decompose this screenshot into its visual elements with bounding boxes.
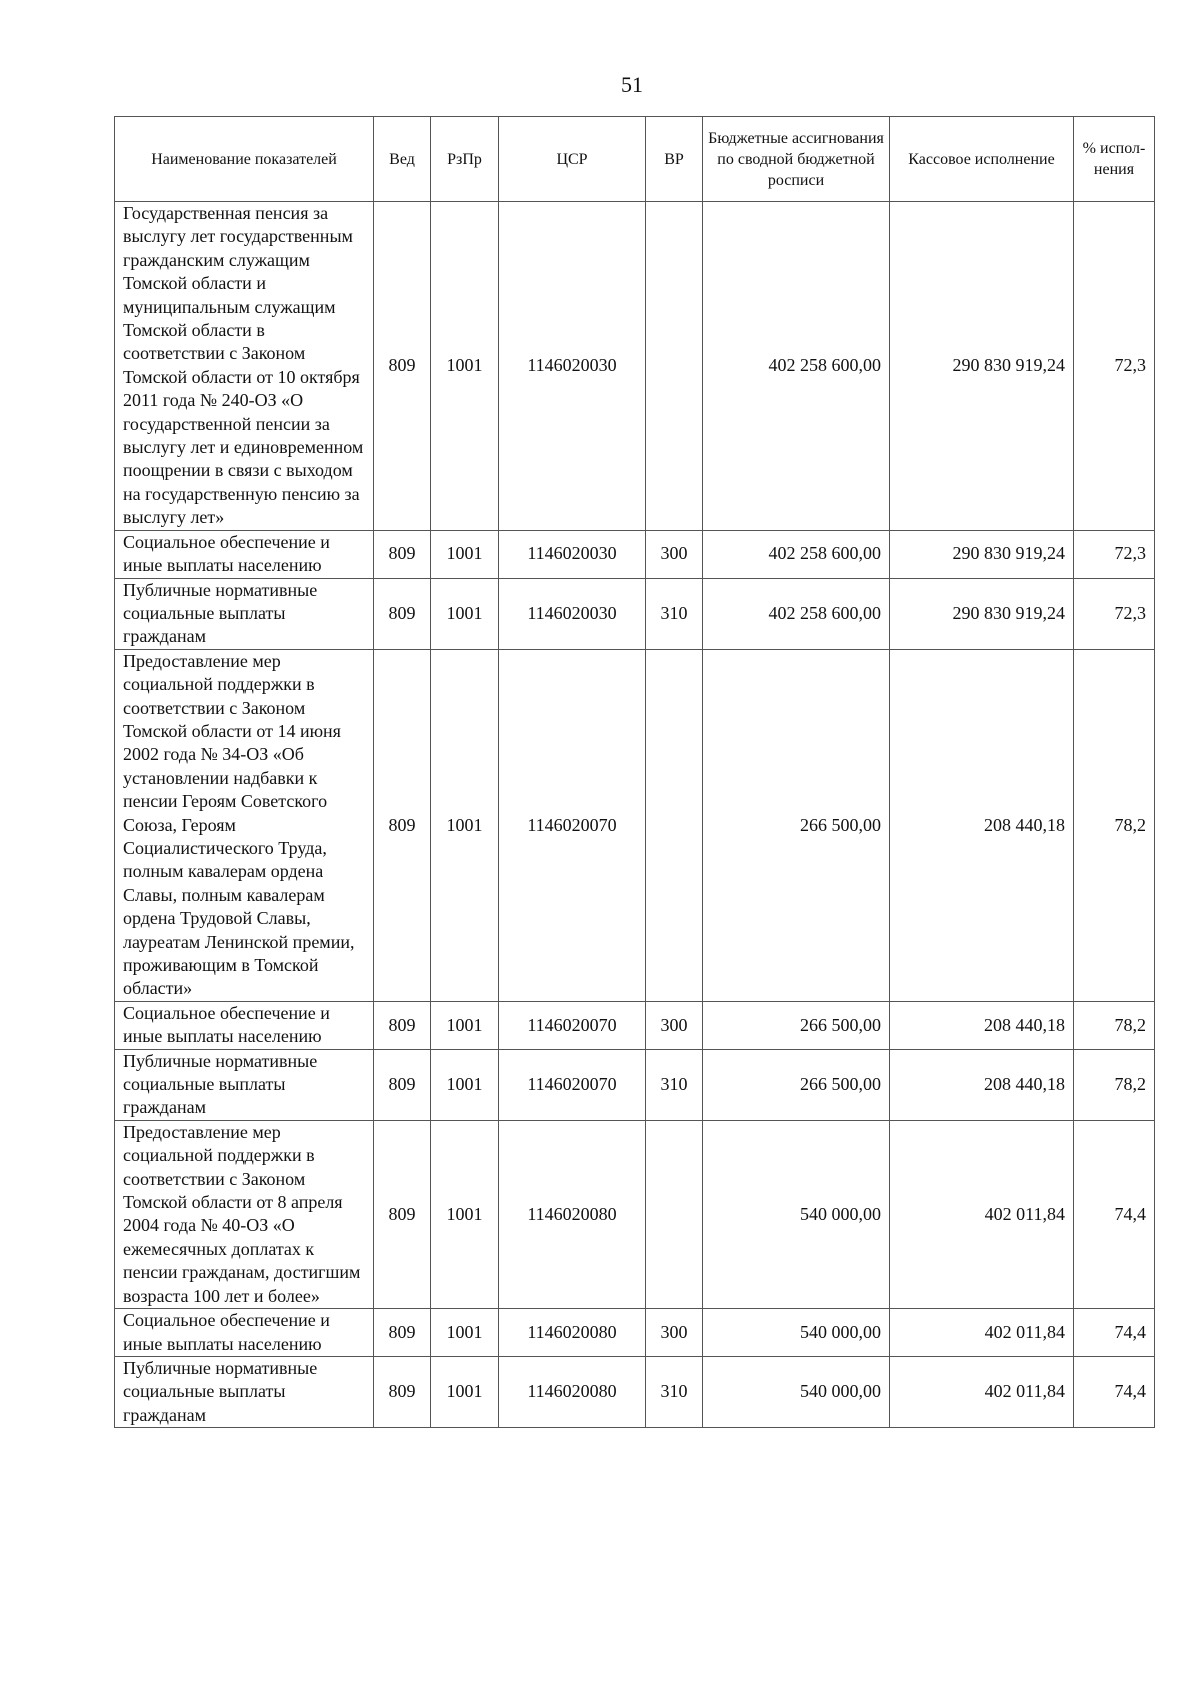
row-percent: 74,4	[1074, 1309, 1155, 1357]
row-rzpr: 1001	[431, 530, 499, 578]
row-name: Предоставление мер социальной поддержки в соответствии с Законом Томской области от 8 апреля 2004 года № 40-ОЗ «О ежемесячных доплатах к пенсии гражданам, достигшим возраста 100 лет и более»	[115, 1120, 374, 1308]
row-percent: 78,2	[1074, 1049, 1155, 1120]
row-name: Социальное обеспечение и иные выплаты населению	[115, 1309, 374, 1357]
row-ved: 809	[374, 1001, 431, 1049]
row-assignments: 266 500,00	[703, 1049, 890, 1120]
row-assignments: 266 500,00	[703, 1001, 890, 1049]
row-csr: 1146020080	[499, 1120, 646, 1308]
header-name: Наименование показателей	[115, 117, 374, 202]
header-percent: % испол-нения	[1074, 117, 1155, 202]
row-assignments: 266 500,00	[703, 649, 890, 1001]
row-vr	[646, 1120, 703, 1308]
table-row	[115, 649, 1155, 1001]
row-percent: 74,4	[1074, 1356, 1155, 1427]
row-csr: 1146020080	[499, 1309, 646, 1357]
row-percent: 78,2	[1074, 649, 1155, 1001]
row-ved: 809	[374, 202, 431, 531]
row-assignments: 540 000,00	[703, 1120, 890, 1308]
row-vr: 300	[646, 1309, 703, 1357]
row-csr: 1146020030	[499, 578, 646, 649]
row-assignments: 540 000,00	[703, 1309, 890, 1357]
row-percent: 72,3	[1074, 578, 1155, 649]
row-cash-execution: 290 830 919,24	[890, 530, 1074, 578]
row-rzpr: 1001	[431, 649, 499, 1001]
table-row	[115, 530, 1155, 578]
row-csr: 1146020070	[499, 649, 646, 1001]
table-row	[115, 1049, 1155, 1120]
row-percent: 72,3	[1074, 202, 1155, 531]
row-vr: 310	[646, 578, 703, 649]
row-cash-execution: 208 440,18	[890, 1001, 1074, 1049]
row-cash-execution: 402 011,84	[890, 1309, 1074, 1357]
row-assignments: 402 258 600,00	[703, 578, 890, 649]
row-vr: 310	[646, 1356, 703, 1427]
row-percent: 72,3	[1074, 530, 1155, 578]
row-cash-execution: 208 440,18	[890, 1049, 1074, 1120]
row-name: Социальное обеспечение и иные выплаты населению	[115, 530, 374, 578]
header-row	[115, 117, 1155, 202]
row-rzpr: 1001	[431, 578, 499, 649]
row-vr	[646, 649, 703, 1001]
budget-execution-table	[114, 116, 1155, 1428]
row-rzpr: 1001	[431, 1120, 499, 1308]
row-cash-execution: 290 830 919,24	[890, 578, 1074, 649]
header-ved: Вед	[374, 117, 431, 202]
row-ved: 809	[374, 578, 431, 649]
row-vr: 300	[646, 1001, 703, 1049]
row-csr: 1146020080	[499, 1356, 646, 1427]
row-csr: 1146020070	[499, 1049, 646, 1120]
row-cash-execution: 290 830 919,24	[890, 202, 1074, 531]
row-rzpr: 1001	[431, 202, 499, 531]
row-ved: 809	[374, 1120, 431, 1308]
row-ved: 809	[374, 530, 431, 578]
row-csr: 1146020030	[499, 202, 646, 531]
row-ved: 809	[374, 649, 431, 1001]
row-name: Публичные нормативные социальные выплаты гражданам	[115, 578, 374, 649]
row-name: Публичные нормативные социальные выплаты гражданам	[115, 1356, 374, 1427]
header-assignments: Бюджетные ассигнования по сводной бюджетной росписи	[703, 117, 890, 202]
row-vr	[646, 202, 703, 531]
row-name: Публичные нормативные социальные выплаты гражданам	[115, 1049, 374, 1120]
row-rzpr: 1001	[431, 1049, 499, 1120]
row-ved: 809	[374, 1309, 431, 1357]
page-number: 51	[621, 72, 643, 97]
table-row	[115, 1309, 1155, 1357]
row-name: Государственная пенсия за выслугу лет государственным гражданским служащим Томской области и муниципальным служащим Томской области в соответствии с Законом Томской области от 10 октября 2011 года № 240-ОЗ «О государственной пенсии за выслугу лет и единовременном поощрении в связи с выходом на государственную пенсию за выслугу лет»	[115, 202, 374, 531]
header-csr: ЦСР	[499, 117, 646, 202]
table-row	[115, 1120, 1155, 1308]
row-rzpr: 1001	[431, 1001, 499, 1049]
row-ved: 809	[374, 1049, 431, 1120]
table-row	[115, 1356, 1155, 1427]
row-assignments: 540 000,00	[703, 1356, 890, 1427]
row-assignments: 402 258 600,00	[703, 202, 890, 531]
row-csr: 1146020030	[499, 530, 646, 578]
row-percent: 78,2	[1074, 1001, 1155, 1049]
row-percent: 74,4	[1074, 1120, 1155, 1308]
row-rzpr: 1001	[431, 1356, 499, 1427]
row-cash-execution: 402 011,84	[890, 1356, 1074, 1427]
header-rzpr: РзПр	[431, 117, 499, 202]
table-row	[115, 578, 1155, 649]
header-vr: ВР	[646, 117, 703, 202]
row-cash-execution: 402 011,84	[890, 1120, 1074, 1308]
row-vr: 300	[646, 530, 703, 578]
header-cash-execution: Кассовое исполнение	[890, 117, 1074, 202]
row-cash-execution: 208 440,18	[890, 649, 1074, 1001]
row-csr: 1146020070	[499, 1001, 646, 1049]
table-row	[115, 1001, 1155, 1049]
row-rzpr: 1001	[431, 1309, 499, 1357]
row-vr: 310	[646, 1049, 703, 1120]
row-name: Предоставление мер социальной поддержки в соответствии с Законом Томской области от 14 июня 2002 года № 34-ОЗ «Об установлении надбавки к пенсии Героям Советского Союза, Героям Социалистического Труда, полным кавалерам ордена Славы, полным кавалерам ордена Трудовой Славы, лауреатам Ленинской премии, проживающим в Томской области»	[115, 649, 374, 1001]
row-name: Социальное обеспечение и иные выплаты населению	[115, 1001, 374, 1049]
table-row	[115, 202, 1155, 531]
row-ved: 809	[374, 1356, 431, 1427]
row-assignments: 402 258 600,00	[703, 530, 890, 578]
